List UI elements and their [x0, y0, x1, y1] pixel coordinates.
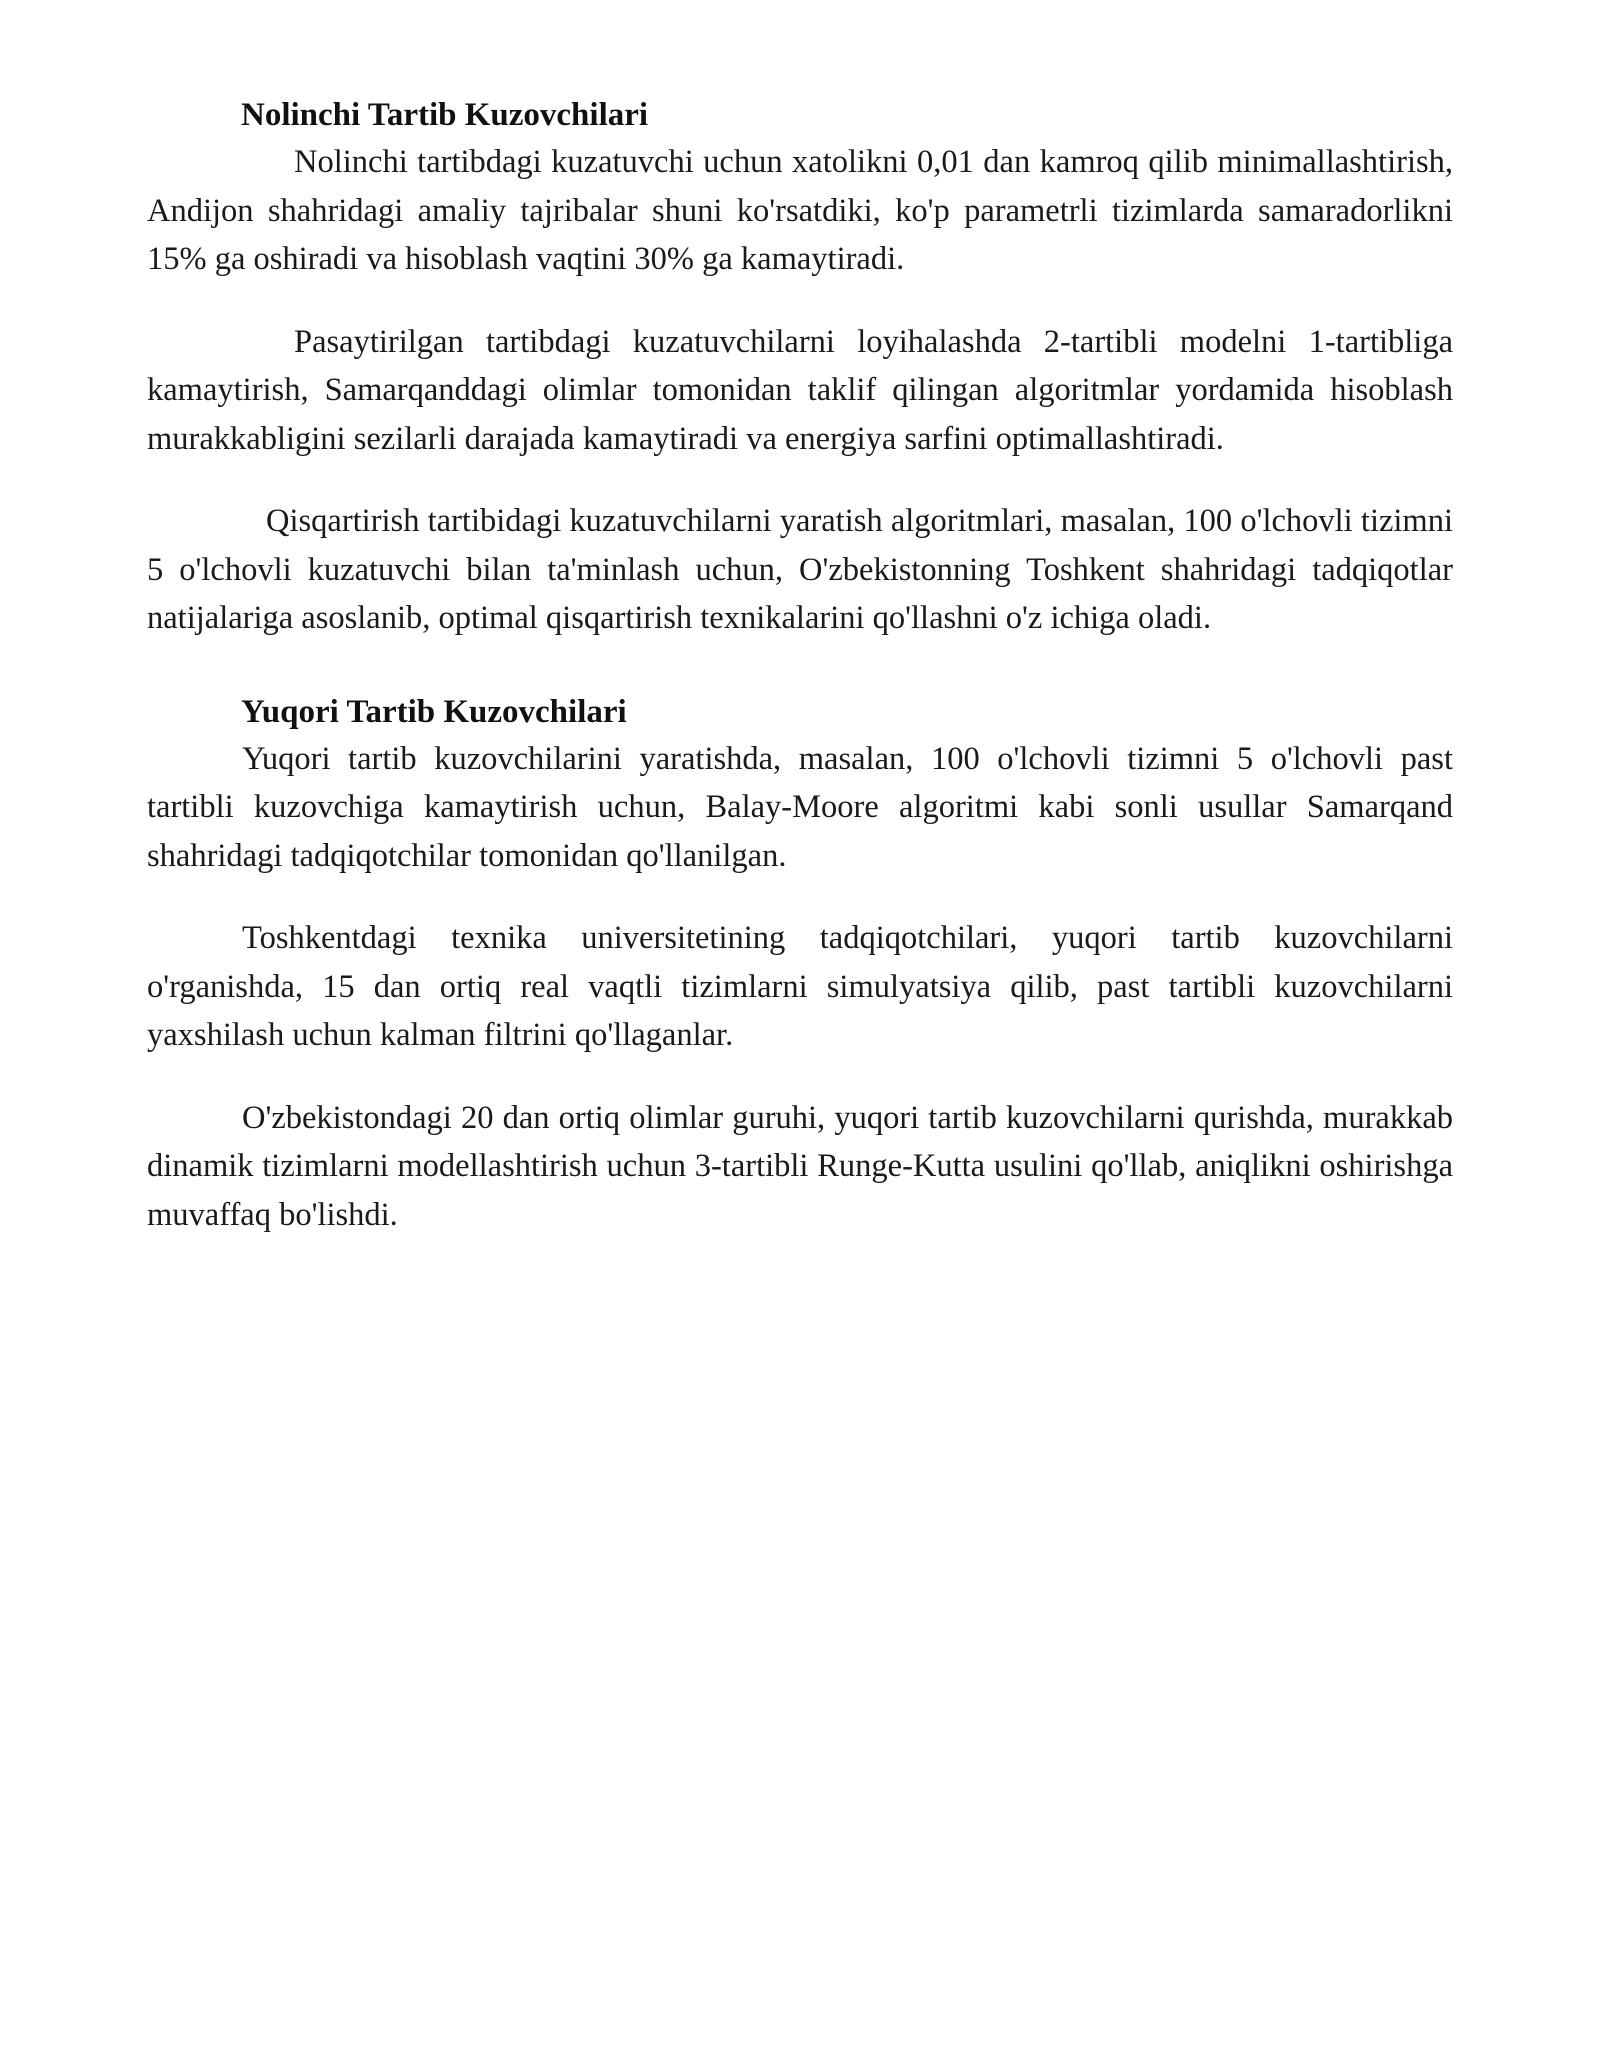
section-heading: Nolinchi Tartib Kuzovchilari [241, 97, 649, 133]
section-higher-order-observers [147, 689, 1453, 1240]
paragraph: Toshkentdagi texnika universitetining tadqiqotchilari, yuqori tartib kuzovchilarni o'rganishda, 15 dan ortiq real vaqtli tizimlarni simulyatsiya qilib, past tartibli kuzovchilarni yaxshilash uchun kalman filtrini qo'llaganlar. [147, 920, 1453, 1053]
section-zero-order-observers [147, 92, 1453, 643]
section-heading: Yuqori Tartib Kuzovchilari [241, 693, 627, 730]
document-page [147, 92, 1453, 1239]
paragraph: O'zbekistondagi 20 dan ortiq olimlar guruhi, yuqori tartib kuzovchilarni qurishda, murakkab dinamik tizimlarni modellashtirish uchun 3-tartibli Runge-Kutta usulini qo'llab, aniqlikni oshirishga muvaffaq bo'lishdi. [147, 1099, 1453, 1233]
paragraph: Nolinchi tartibdagi kuzatuvchi uchun xatolikni 0,01 dan kamroq qilib minimallashtirish, Andijon shahridagi amaliy tajribalar shuni ko'rsatdiki, ko'p parametrli tizimlarda samaradorlikni 15% ga oshiradi va hisoblash vaqtini 30% ga kamaytiradi. [147, 144, 1453, 277]
paragraph: Pasaytirilgan tartibdagi kuzatuvchilarni loyihalashda 2-tartibli modelni 1-tartibliga kamaytirish, Samarqanddagi olimlar tomonidan taklif qilingan algoritmlar yordamida hisoblash murakkabligini sezilarli darajada kamaytiradi va energiya sarfini optimallashtiradi. [147, 323, 1453, 457]
paragraph: Yuqori tartib kuzovchilarini yaratishda, masalan, 100 o'lchovli tizimni 5 o'lchovli past tartibli kuzovchiga kamaytirish uchun, Balay-Moore algoritmi kabi sonli usullar Samarqand shahridagi tadqiqotchilar tomonidan qo'llanilgan. [147, 740, 1453, 874]
paragraph: Qisqartirish tartibidagi kuzatuvchilarni yaratish algoritmlari, masalan, 100 o'lchovli tizimni 5 o'lchovli kuzatuvchi bilan ta'minlash uchun, O'zbekistonning Toshkent shahridagi tadqiqotlar natijalariga asoslanib, optimal qisqartirish texnikalarini qo'llashni o'z ichiga oladi. [147, 503, 1453, 636]
